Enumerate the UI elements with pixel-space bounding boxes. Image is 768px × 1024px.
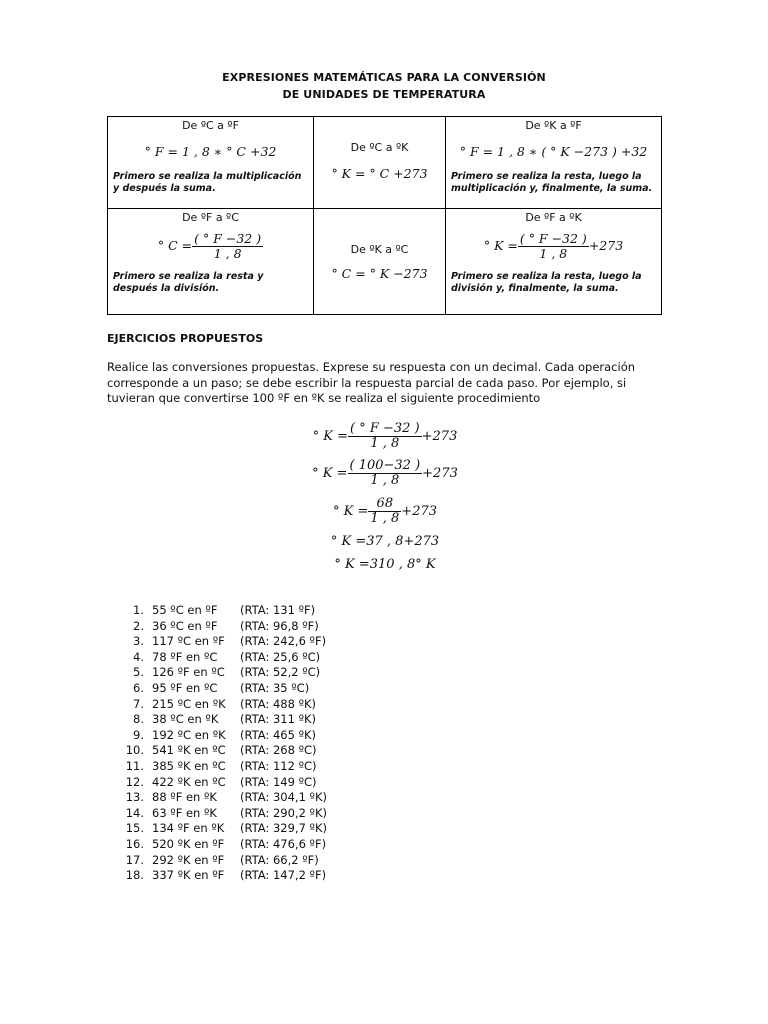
- exercise-answer: (RTA: 96,8 ºF): [240, 618, 319, 633]
- exercise-text: 541 ºK en ºC: [152, 743, 226, 758]
- formula-rhs: +273: [401, 504, 438, 519]
- exercise-answer: (RTA: 52,2 ºC): [240, 665, 321, 680]
- exercise-number: 15.: [125, 821, 144, 836]
- exercise-text: 337 ºK en ºF: [152, 868, 225, 883]
- formula-lhs: ° C =: [157, 238, 193, 253]
- cell-heading: De ºC a ºK: [350, 141, 409, 154]
- exercise-number: 3.: [133, 634, 144, 649]
- list-item: [122, 868, 422, 884]
- exercise-number: 17.: [125, 852, 144, 867]
- exercise-number: 1.: [133, 603, 144, 617]
- exercise-text: 134 ºF en ºK: [152, 821, 225, 836]
- exercise-answer: (RTA: 329,7 ºK): [240, 821, 327, 836]
- exercise-text: 88 ºF en ºK: [152, 790, 217, 805]
- formula-rhs: +273: [588, 238, 624, 253]
- exercise-number: 10.: [125, 743, 144, 758]
- exercise-list: [122, 603, 422, 884]
- exercise-text: 78 ºF en ºC: [152, 649, 218, 664]
- exercise-number: 4.: [133, 649, 144, 664]
- exercise-answer: (RTA: 147,2 ºF): [240, 868, 327, 883]
- document-title-line-2: DE UNIDADES DE TEMPERATURA: [282, 88, 486, 101]
- example-step-5: ° K =310 , 8° K: [334, 557, 436, 572]
- fraction-denominator: 1 , 8: [213, 246, 242, 261]
- fraction: [192, 232, 263, 261]
- exercise-text: 215 ºC en ºK: [152, 696, 226, 711]
- fraction: [518, 232, 589, 261]
- example-step-4: ° K =37 , 8+273: [330, 534, 440, 549]
- example-step-2: [240, 459, 530, 488]
- exercise-answer: (RTA: 304,1 ºK): [240, 790, 327, 805]
- formula-c-to-k: ° K = ° C +273: [331, 166, 428, 181]
- exercise-answer: (RTA: 35 ºC): [240, 680, 310, 695]
- formula-k-to-c: ° C = ° K −273: [331, 266, 428, 281]
- note-c-to-f: Primero se realiza la multiplicación y después la suma.: [113, 171, 302, 194]
- exercise-text: 117 ºC en ºF: [152, 634, 225, 649]
- list-item: [122, 775, 422, 791]
- list-item: [122, 837, 422, 853]
- exercise-answer: (RTA: 25,6 ºC): [240, 649, 321, 664]
- exercise-number: 12.: [125, 774, 144, 789]
- cell-f-to-k: [446, 209, 662, 315]
- list-item: [122, 743, 422, 759]
- list-item: [122, 603, 422, 619]
- fraction-denominator: 1 , 8: [370, 436, 400, 451]
- formula-f-to-k: [451, 232, 656, 261]
- formula-rhs: +273: [422, 466, 458, 481]
- table-row: [108, 209, 662, 315]
- fraction: [368, 497, 401, 526]
- list-item: [122, 681, 422, 697]
- list-item: [122, 806, 422, 822]
- cell-k-to-f: [446, 117, 662, 209]
- exercise-text: 422 ºK en ºC: [152, 774, 226, 789]
- exercise-answer: (RTA: 268 ºC): [240, 743, 317, 758]
- cell-f-to-c: [108, 209, 314, 315]
- exercise-number: 18.: [125, 868, 144, 883]
- exercise-text: 520 ºK en ºF: [152, 836, 225, 851]
- list-item: [122, 853, 422, 869]
- cell-c-to-k: [314, 117, 446, 209]
- formula-c-to-f: ° F = 1 , 8 ∗ ° C +32: [144, 144, 277, 159]
- formula-f-to-c: [113, 232, 308, 261]
- formula-rhs: +273: [421, 429, 458, 444]
- formula-lhs: ° K =: [332, 504, 369, 519]
- exercise-text: 292 ºK en ºF: [152, 852, 225, 867]
- exercise-answer: (RTA: 66,2 ºF): [240, 852, 319, 867]
- list-item: [122, 697, 422, 713]
- formula-lhs: ° K =: [312, 466, 348, 481]
- list-item: [122, 634, 422, 650]
- exercise-text: 126 ºF en ºC: [152, 665, 225, 680]
- list-item: [122, 759, 422, 775]
- section-heading: EJERCICIOS PROPUESTOS: [107, 332, 264, 345]
- conversion-formulas-table: [107, 116, 662, 315]
- exercise-number: 11.: [125, 758, 144, 773]
- exercise-number: 16.: [125, 836, 144, 851]
- cell-k-to-c: [314, 209, 446, 315]
- cell-heading: De ºF a ºC: [182, 211, 239, 224]
- list-item: [122, 790, 422, 806]
- note-f-to-k: Primero se realiza la resta, luego la división y, finalmente, la suma.: [451, 271, 642, 294]
- table-row: [108, 117, 662, 209]
- cell-heading: De ºC a ºF: [182, 119, 239, 132]
- exercise-number: 8.: [133, 712, 144, 727]
- example-step-1: [240, 422, 530, 451]
- formula-lhs: ° K =: [312, 429, 348, 444]
- exercise-number: 14.: [125, 805, 144, 820]
- formula-lhs: ° K =: [483, 238, 518, 253]
- exercise-text: 38 ºC en ºK: [152, 712, 219, 727]
- fraction-numerator: ( ° F −32 ): [350, 421, 420, 436]
- exercise-text: 192 ºC en ºK: [152, 727, 226, 742]
- fraction-numerator: ( 100−32 ): [349, 458, 421, 473]
- instructions-paragraph: Realice las conversiones propuestas. Exprese su respuesta con un decimal. Cada operación corresponde a un paso; se debe escribir la respuesta parcial de cada paso. Por ejemplo, si tuvieran que convertirse 100 ºF en ºK se realiza el siguiente procedimiento: [107, 360, 636, 405]
- exercise-number: 6.: [133, 680, 144, 695]
- exercise-text: 95 ºF en ºC: [152, 680, 218, 695]
- exercise-answer: (RTA: 476,6 ºF): [240, 836, 327, 851]
- formula-k-to-f: ° F = 1 , 8 ∗ ( ° K −273 ) +32: [459, 144, 648, 159]
- exercise-answer: (RTA: 311 ºK): [240, 712, 317, 727]
- exercise-number: 7.: [133, 696, 144, 711]
- exercise-answer: (RTA: 488 ºK): [240, 696, 317, 711]
- list-item: [122, 619, 422, 635]
- fraction: [348, 459, 423, 488]
- document-title-line-1: EXPRESIONES MATEMÁTICAS PARA LA CONVERSIÓN: [222, 71, 546, 84]
- list-item: [122, 712, 422, 728]
- fraction-denominator: 1 , 8: [370, 473, 400, 488]
- exercise-answer: (RTA: 149 ºC): [240, 774, 317, 789]
- cell-c-to-f: [108, 117, 314, 209]
- fraction-numerator: ( ° F −32 ): [194, 231, 262, 246]
- exercise-answer: (RTA: 242,6 ºF): [240, 634, 327, 649]
- exercise-answer: (RTA: 131 ºF): [240, 603, 316, 617]
- exercise-text: 385 ºK en ºC: [152, 758, 226, 773]
- exercise-number: 5.: [133, 665, 144, 680]
- exercise-number: 2.: [133, 618, 144, 633]
- exercise-answer: (RTA: 112 ºC): [240, 758, 317, 773]
- note-k-to-f: Primero se realiza la resta, luego la multiplicación y, finalmente, la suma.: [451, 171, 653, 194]
- list-item: [122, 821, 422, 837]
- fraction-denominator: 1 , 8: [370, 511, 400, 526]
- fraction: [348, 422, 422, 451]
- exercise-answer: (RTA: 465 ºK): [240, 727, 317, 742]
- list-item: [122, 650, 422, 666]
- list-item: [122, 665, 422, 681]
- exercise-number: 9.: [133, 727, 144, 742]
- cell-heading: De ºK a ºF: [525, 119, 582, 132]
- list-item: [122, 728, 422, 744]
- note-f-to-c: Primero se realiza la resta y después la división.: [113, 271, 264, 294]
- exercise-answer: (RTA: 290,2 ºK): [240, 805, 327, 820]
- fraction-denominator: 1 , 8: [539, 246, 568, 261]
- cell-heading: De ºK a ºC: [350, 243, 409, 256]
- cell-heading: De ºF a ºK: [525, 211, 582, 224]
- exercise-text: 63 ºF en ºK: [152, 805, 217, 820]
- exercise-number: 13.: [125, 790, 144, 805]
- example-step-3: [240, 497, 530, 526]
- fraction-numerator: ( ° F −32 ): [519, 231, 587, 246]
- exercise-text: 55 ºC en ºF: [152, 603, 218, 617]
- fraction-numerator: 68: [368, 497, 401, 512]
- exercise-text: 36 ºC en ºF: [152, 618, 218, 633]
